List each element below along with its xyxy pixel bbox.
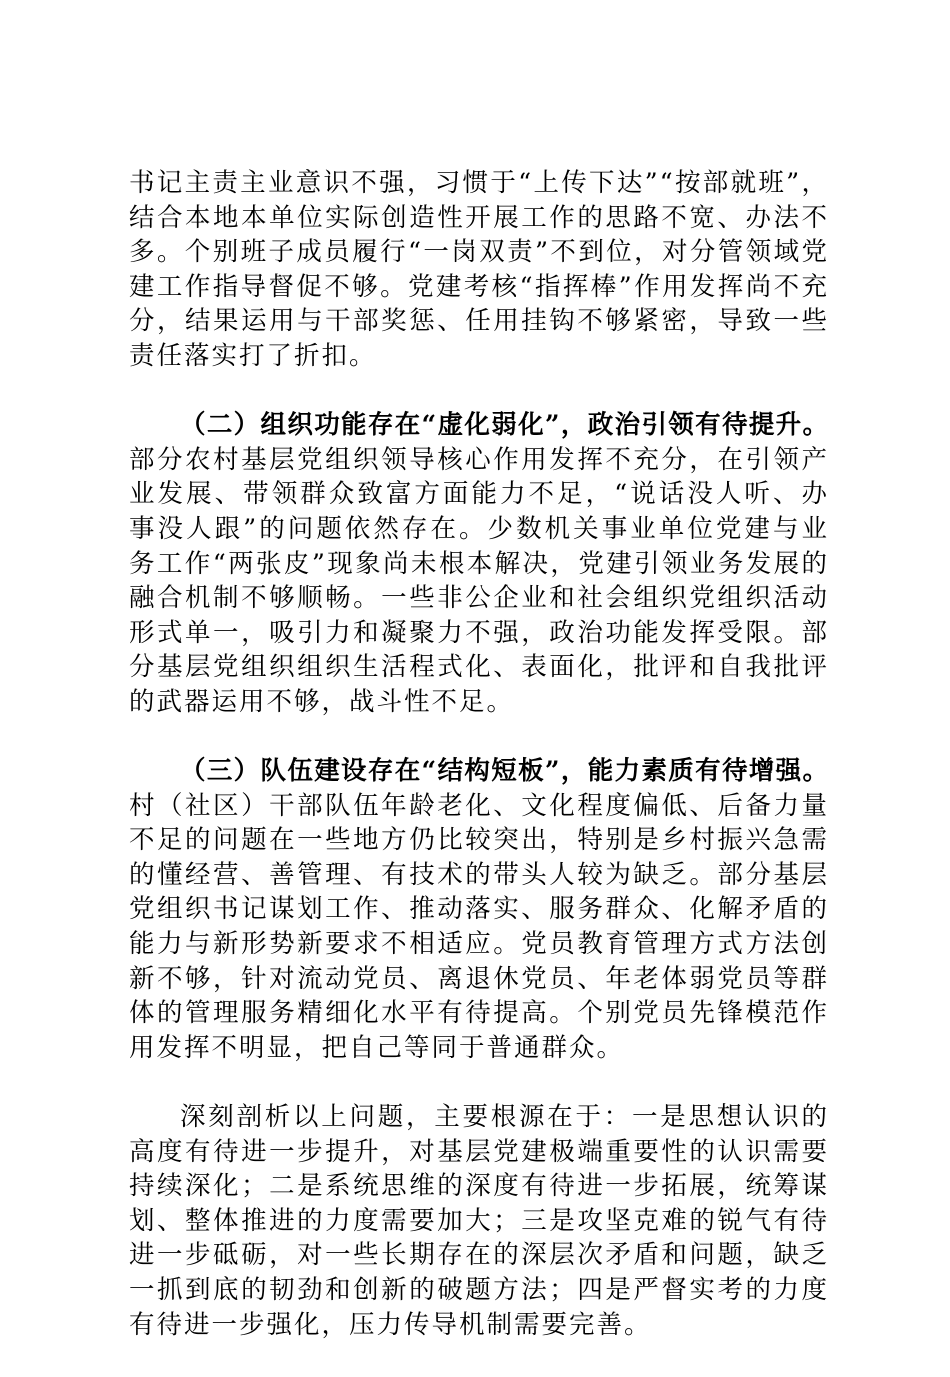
paragraph-organization-function	[129, 408, 829, 719]
section-heading: （三）队伍建设存在“结构短板”，能力素质有待增强。	[180, 756, 829, 787]
paragraph-text: 深刻剖析以上问题，主要根源在于：一是思想认识的高度有待进一步提升，对基层党建极端重要性的认识需要持续深化；二是系统思维的深度有待进一步拓展，统筹谋划、整体推进的力度需要加大；三是攻坚克难的锐气有待进一步砥砺，对一些长期存在的深层次矛盾和问题，缺乏一抓到底的韧劲和创新的破题方法；四是严督实考的力度有待进一步强化，压力传导机制需要完善。	[129, 1102, 829, 1340]
paragraph-text: 村（社区）干部队伍年龄老化、文化程度偏低、后备力量不足的问题在一些地方仍比较突出，特别是乡村振兴急需的懂经营、善管理、有技术的带头人较为缺乏。部分基层党组织书记谋划工作、推动落实、服务群众、化解矛盾的能力与新形势新要求不相适应。党员教育管理方式方法创新不够，针对流动党员、离退休党员、年老体弱党员等群体的管理服务精细化水平有待提高。个别党员先锋模范作用发挥不明显，把自己等同于普通群众。	[129, 790, 829, 1063]
paragraph-team-building	[129, 754, 829, 1065]
paragraph-responsibility	[129, 166, 829, 374]
paragraph-root-causes	[129, 1100, 829, 1342]
paragraph-text: 书记主责主业意识不强，习惯于“上传下达”“按部就班”，结合本地本单位实际创造性开展工作的思路不宽、办法不多。个别班子成员履行“一岗双责”不到位，对分管领域党建工作指导督促不够。党建考核“指挥棒”作用发挥尚不充分，结果运用与干部奖惩、任用挂钩不够紧密，导致一些责任落实打了折扣。	[129, 168, 829, 371]
section-heading: （二）组织功能存在“虚化弱化”，政治引领有待提升。	[180, 410, 829, 441]
paragraph-text: 部分农村基层党组织领导核心作用发挥不充分，在引领产业发展、带领群众致富方面能力不足，“说话没人听、办事没人跟”的问题依然存在。少数机关事业单位党建与业务工作“两张皮”现象尚未根本解决，党建引领业务发展的融合机制不够顺畅。一些非公企业和社会组织党组织活动形式单一，吸引力和凝聚力不强，政治功能发挥受限。部分基层党组织组织生活程式化、表面化，批评和自我批评的武器运用不够，战斗性不足。	[129, 444, 829, 717]
document-page	[129, 166, 829, 1377]
